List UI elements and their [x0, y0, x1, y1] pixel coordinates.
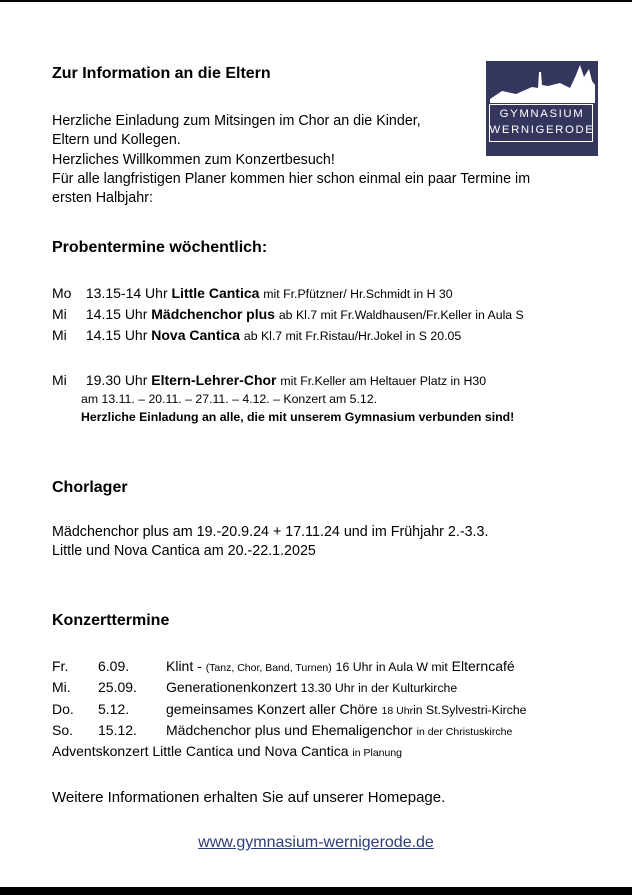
camp-text: [52, 523, 488, 562]
intro-line-3: Herzliches Willkommen zum Konzertbesuch!: [52, 151, 335, 168]
intro-line-4: Für alle langfristigen Planer kommen hier schon einmal ein paar Termine im: [52, 170, 531, 187]
heading-rehearsals: Probentermine wöchentlich:: [52, 239, 268, 256]
document-page: [0, 2, 632, 887]
concert-row: Adventskonzert Little Cantica und Nova Cantica in Planung: [52, 743, 403, 759]
intro-line-1: Herzliche Einladung zum Mitsingen im Chor an die Kinder,: [52, 113, 421, 129]
concert-row: So. 15.12. Mädchenchor plus und Ehemaligenchor in der Christuskirche: [52, 722, 513, 738]
homepage-link[interactable]: www.gymnasium-wernigerode.de: [198, 834, 434, 851]
logo-line-2: WERNIGERODE: [489, 124, 595, 136]
rehearsal-row: Mi 14.15 Uhr Mädchenchor plus ab Kl.7 mit Fr.Waldhausen/Fr.Keller in Aula S: [52, 306, 524, 322]
camp-line: Mädchenchor plus am 19.-20.9.24 + 17.11.24 und im Frühjahr 2.-3.3.: [52, 524, 489, 540]
heading-concerts: Konzerttermine: [52, 612, 170, 629]
homepage-note: Weitere Informationen erhalten Sie auf unserer Homepage.: [52, 789, 446, 806]
rehearsal-row: Mi 14.15 Uhr Nova Cantica ab Kl.7 mit Fr.Ristau/Hr.Jokel in S 20.05: [52, 327, 462, 343]
rehearsal-row: Mi 19.30 Uhr Eltern-Lehrer-Chor mit Fr.Keller am Heltauer Platz in H30: [52, 372, 487, 388]
rehearsal-row: Mo 13.15-14 Uhr Little Cantica mit Fr.Pfützner/ Hr.Schmidt in H 30: [52, 285, 453, 301]
concert-row: Do. 5.12. gemeinsames Konzert aller Chöre 18 Uhrin St.Sylvestri-Kirche: [52, 701, 527, 717]
logo-line-1: GYMNASIUM: [499, 108, 585, 120]
concert-row: Fr. 6.09. Klint - (Tanz, Chor, Band, Turnen) 16 Uhr in Aula W mit Elterncafé: [52, 658, 515, 674]
intro: [52, 112, 530, 208]
intro-line-5: ersten Halbjahr:: [52, 190, 153, 207]
intro-line-2: Eltern und Kollegen.: [52, 132, 181, 149]
rehearsal-dates: am 13.11. – 20.11. – 27.11. – 4.12. – Konzert am 5.12.: [81, 392, 378, 406]
skyline-icon: [486, 61, 598, 107]
heading-choir-camp: Chorlager: [52, 479, 128, 496]
invitation-note: Herzliche Einladung an alle, die mit unserem Gymnasium verbunden sind!: [81, 410, 515, 424]
camp-line: Little und Nova Cantica am 20.-22.1.2025: [52, 543, 316, 560]
frame-bottom: [0, 887, 632, 895]
page-title: Zur Information an die Eltern: [52, 65, 271, 82]
concert-row: Mi. 25.09. Generationenkonzert 13.30 Uhr in der Kulturkirche: [52, 679, 458, 695]
